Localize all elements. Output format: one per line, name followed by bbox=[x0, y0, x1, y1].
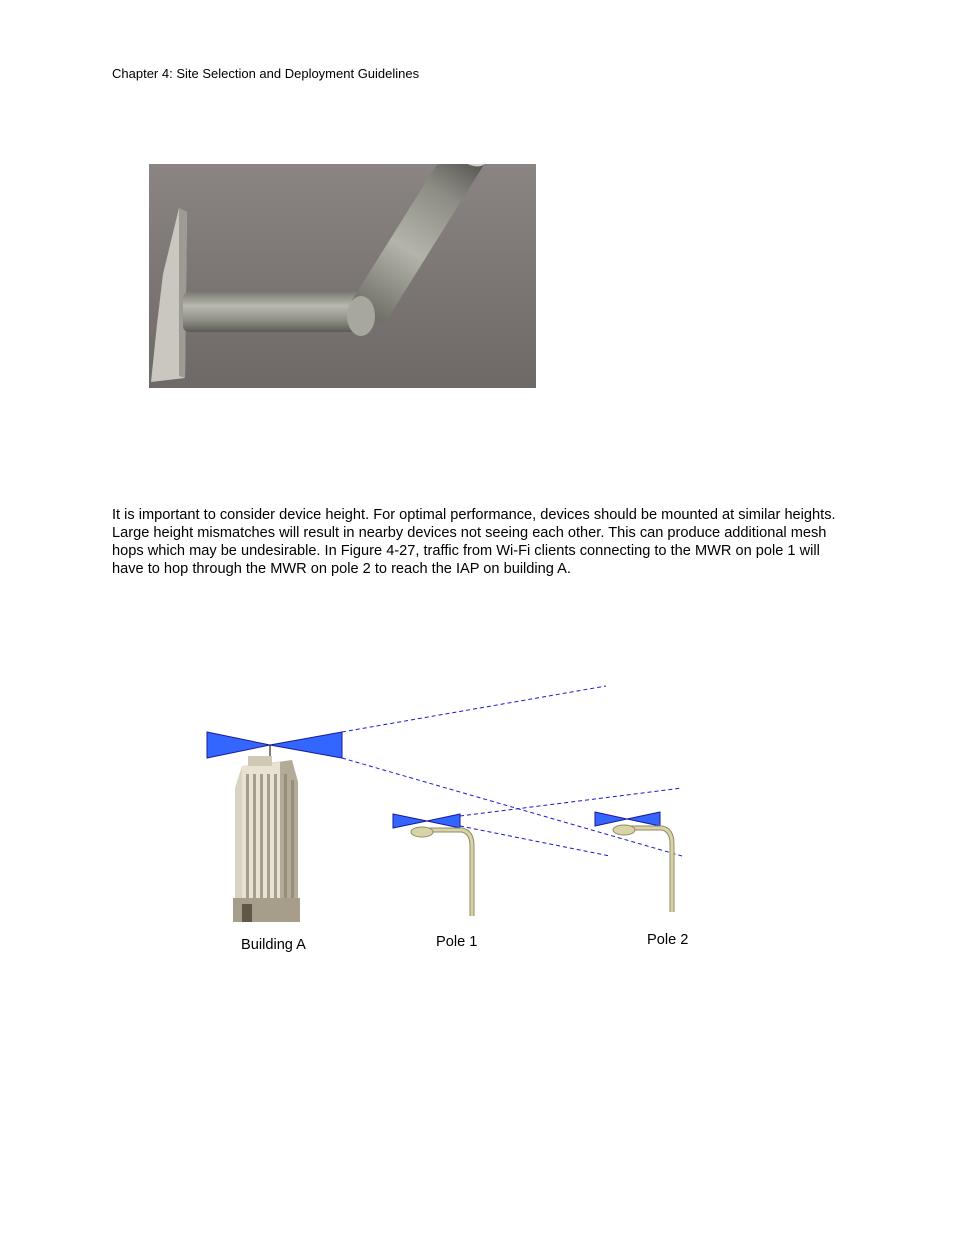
pole1-antenna-icon bbox=[393, 814, 460, 828]
pole2-antenna-icon bbox=[595, 812, 660, 826]
building-icon bbox=[233, 756, 300, 922]
pole2-icon bbox=[613, 825, 672, 912]
building-antenna-icon bbox=[207, 732, 342, 760]
body-paragraph: It is important to consider device height. For optimal performance, devices should be mounted at similar heights. Large height mismatches will result in nearby devices not seeing each other. This can produce additional mesh hops which may be undesirable. In Figure 4-27, traffic from Wi-Fi clients connecting to the MWR on pole 1 will have to hop through the MWR on pole 2 to reach the IAP on building A. bbox=[112, 507, 836, 577]
building-upper-beam bbox=[342, 686, 606, 732]
building-lower-beam bbox=[342, 758, 682, 856]
mounting-bracket-photo bbox=[149, 164, 536, 388]
page-header: Chapter 4: Site Selection and Deployment Guidelines bbox=[112, 66, 420, 81]
pole1-lower-beam bbox=[460, 826, 610, 856]
height-mismatch-diagram bbox=[180, 670, 720, 970]
bracket-illustration bbox=[149, 164, 536, 388]
diagram-svg bbox=[180, 670, 720, 970]
building-a-label: Building A bbox=[241, 937, 306, 953]
pole-1-label: Pole 1 bbox=[436, 934, 478, 950]
pole-2-label: Pole 2 bbox=[647, 932, 689, 948]
pole1-icon bbox=[411, 827, 472, 916]
